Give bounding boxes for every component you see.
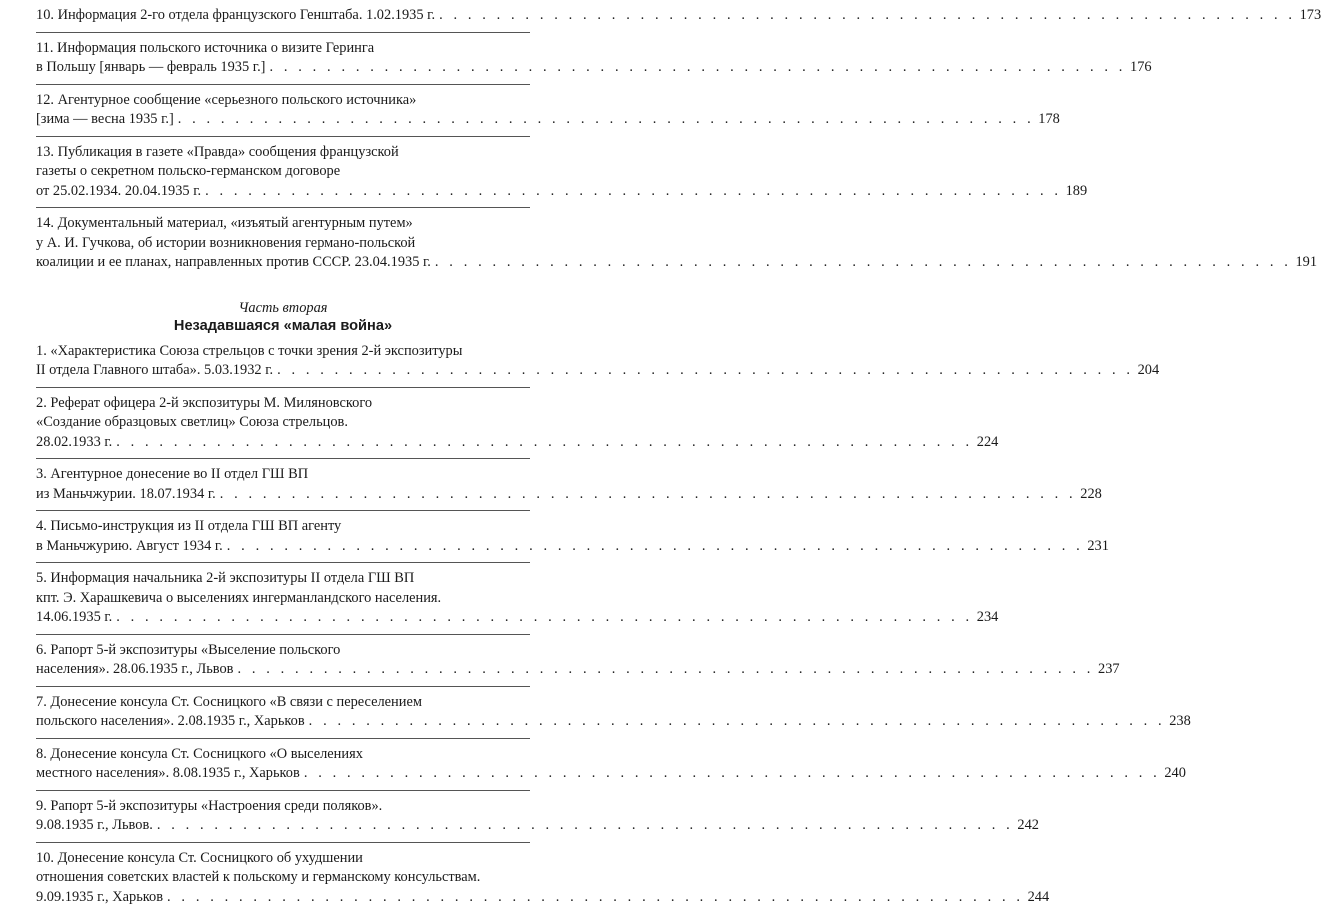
dot-leader: . . . . . . . . . . . . . . . . . . . . . . . . . . . . . . . . . . . . . . . . . . . . . . . . . . . . . . . . . . . . [305,712,1166,732]
page-number: 244 [1024,888,1050,908]
entry-title-line: 4. Письмо-инструкция из II отдела ГШ ВП агенту [36,517,530,537]
entry-divider [36,634,530,635]
entry-title-line: населения». 28.06.1935 г., Львов [36,660,233,680]
toc-entry [36,6,530,32]
entry-title-line: кпт. Э. Харашкевича о выселениях ингерманландского населения. [36,589,530,609]
toc-entry [36,91,530,136]
entry-title-line: 9.08.1935 г., Львов. [36,816,153,836]
dot-leader: . . . . . . . . . . . . . . . . . . . . . . . . . . . . . . . . . . . . . . . . . . . . . . . . . . . . . . . . . . . . [233,660,1094,680]
page-number: 234 [973,608,999,628]
page-number: 176 [1126,58,1152,78]
entry-title-line: 7. Донесение консула Ст. Сосницкого «В связи с переселением [36,693,530,713]
page-number: 224 [973,433,999,453]
entry-title-line: из Маньчжурии. 18.07.1934 г. [36,485,216,505]
entry-last-line [36,58,530,78]
dot-leader: . . . . . . . . . . . . . . . . . . . . . . . . . . . . . . . . . . . . . . . . . . . . . . . . . . . . . . . . . . . . [216,485,1077,505]
entry-title-line: 8. Донесение консула Ст. Сосницкого «О выселениях [36,745,530,765]
toc-entry [36,342,530,387]
entry-title-line: 9.09.1935 г., Харьков [36,888,163,908]
entry-title-line: 2. Реферат офицера 2-й экспозитуры М. Миляновского [36,394,530,414]
entry-divider [36,458,530,459]
entry-title-line: коалиции и ее планах, направленных против СССР. 23.04.1935 г. [36,253,431,273]
toc-entry [36,797,530,842]
toc-entry [36,465,530,510]
entry-title-line: 12. Агентурное сообщение «серьезного польского источника» [36,91,530,111]
entry-title-line: в Маньчжурию. Август 1934 г. [36,537,223,557]
entry-last-line [36,537,530,557]
page-number: 204 [1134,361,1160,381]
dot-leader: . . . . . . . . . . . . . . . . . . . . . . . . . . . . . . . . . . . . . . . . . . . . . . . . . . . . . . . . . . . . [265,58,1126,78]
entry-title-line: газеты о секретном польско-германском договоре [36,162,530,182]
part-heading [36,299,530,336]
dot-leader: . . . . . . . . . . . . . . . . . . . . . . . . . . . . . . . . . . . . . . . . . . . . . . . . . . . . . . . . . . . . [163,888,1024,908]
toc-entry [36,745,530,790]
entry-last-line [36,888,530,908]
part-title: Незадавшаяся «малая война» [36,317,530,336]
entry-title-line: 10. Информация 2-го отдела французского Генштаба. 1.02.1935 г. [36,6,435,26]
entry-title-line: от 25.02.1934. 20.04.1935 г. [36,182,201,202]
page-number: 228 [1076,485,1102,505]
entry-last-line [36,816,530,836]
toc-entry [36,569,530,634]
dot-leader: . . . . . . . . . . . . . . . . . . . . . . . . . . . . . . . . . . . . . . . . . . . . . . . . . . . . . . . . . . . . [273,361,1134,381]
toc-entry [36,517,530,562]
toc-entry [36,39,530,84]
entry-divider [36,84,530,85]
entry-last-line [36,182,530,202]
dot-leader: . . . . . . . . . . . . . . . . . . . . . . . . . . . . . . . . . . . . . . . . . . . . . . . . . . . . . . . . . . . . [201,182,1062,202]
page-number: 240 [1160,764,1186,784]
entry-divider [36,686,530,687]
entry-last-line [36,764,530,784]
entry-divider [36,790,530,791]
dot-leader: . . . . . . . . . . . . . . . . . . . . . . . . . . . . . . . . . . . . . . . . . . . . . . . . . . . . . . . . . . . . [300,764,1161,784]
toc-section-part-one [36,6,530,279]
page-number: 237 [1094,660,1120,680]
entry-title-line: польского населения». 2.08.1935 г., Харьков [36,712,305,732]
page-number: 242 [1013,816,1039,836]
dot-leader: . . . . . . . . . . . . . . . . . . . . . . . . . . . . . . . . . . . . . . . . . . . . . . . . . . . . . . . . . . . . [431,253,1292,273]
entry-divider [36,562,530,563]
page-number: 191 [1291,253,1317,273]
entry-divider [36,738,530,739]
entry-last-line [36,712,530,732]
part-label: Часть вторая [36,299,530,317]
entry-title-line: 28.02.1933 г. [36,433,112,453]
entry-last-line [36,6,530,26]
page-number: 178 [1034,110,1060,130]
entry-title-line: 5. Информация начальника 2-й экспозитуры II отдела ГШ ВП [36,569,530,589]
toc-section-part-two [36,342,530,913]
entry-title-line: отношения советских властей к польскому и германскому консульствам. [36,868,530,888]
dot-leader: . . . . . . . . . . . . . . . . . . . . . . . . . . . . . . . . . . . . . . . . . . . . . . . . . . . . . . . . . . . . [174,110,1035,130]
toc-entry [36,214,530,279]
entry-divider [36,387,530,388]
entry-title-line: [зима — весна 1935 г.] [36,110,174,130]
entry-title-line: 10. Донесение консула Ст. Сосницкого об ухудшении [36,849,530,869]
dot-leader: . . . . . . . . . . . . . . . . . . . . . . . . . . . . . . . . . . . . . . . . . . . . . . . . . . . . . . . . . . . . [112,608,973,628]
entry-title-line: «Создание образцовых светлиц» Союза стрельцов. [36,413,530,433]
entry-title-line: 14.06.1935 г. [36,608,112,628]
toc-entry [36,849,530,913]
entry-title-line: 3. Агентурное донесение во II отдел ГШ ВП [36,465,530,485]
page-number: 173 [1296,6,1321,26]
dot-leader: . . . . . . . . . . . . . . . . . . . . . . . . . . . . . . . . . . . . . . . . . . . . . . . . . . . . . . . . . . . . [153,816,1014,836]
entry-divider [36,32,530,33]
entry-title-line: 14. Документальный материал, «изъятый агентурным путем» [36,214,530,234]
entry-last-line [36,253,530,273]
toc-entry [36,394,530,459]
entry-title-line: в Польшу [январь — февраль 1935 г.] [36,58,265,78]
entry-title-line: у А. И. Гучкова, об истории возникновения германо-польской [36,234,530,254]
dot-leader: . . . . . . . . . . . . . . . . . . . . . . . . . . . . . . . . . . . . . . . . . . . . . . . . . . . . . . . . . . . . [223,537,1084,557]
entry-last-line [36,485,530,505]
entry-last-line [36,361,530,381]
entry-title-line: местного населения». 8.08.1935 г., Харьков [36,764,300,784]
entry-title-line: II отдела Главного штаба». 5.03.1932 г. [36,361,273,381]
page-number: 238 [1165,712,1191,732]
entry-title-line: 13. Публикация в газете «Правда» сообщения французской [36,143,530,163]
entry-title-line: 9. Рапорт 5-й экспозитуры «Настроения среди поляков». [36,797,530,817]
dot-leader: . . . . . . . . . . . . . . . . . . . . . . . . . . . . . . . . . . . . . . . . . . . . . . . . . . . . . . . . . . . . [435,6,1296,26]
entry-divider [36,842,530,843]
entry-divider [36,207,530,208]
entry-last-line [36,110,530,130]
page-number: 189 [1062,182,1088,202]
entry-title-line: 11. Информация польского источника о визите Геринга [36,39,530,59]
toc-entry [36,641,530,686]
entry-divider [36,136,530,137]
dot-leader: . . . . . . . . . . . . . . . . . . . . . . . . . . . . . . . . . . . . . . . . . . . . . . . . . . . . . . . . . . . . [112,433,973,453]
entry-last-line [36,433,530,453]
page-number: 231 [1083,537,1109,557]
toc-entry [36,693,530,738]
entry-last-line [36,660,530,680]
table-of-contents-page [36,6,530,913]
entry-title-line: 1. «Характеристика Союза стрельцов с точки зрения 2-й экспозитуры [36,342,530,362]
entry-divider [36,510,530,511]
entry-last-line [36,608,530,628]
entry-title-line: 6. Рапорт 5-й экспозитуры «Выселение польского [36,641,530,661]
toc-entry [36,143,530,208]
